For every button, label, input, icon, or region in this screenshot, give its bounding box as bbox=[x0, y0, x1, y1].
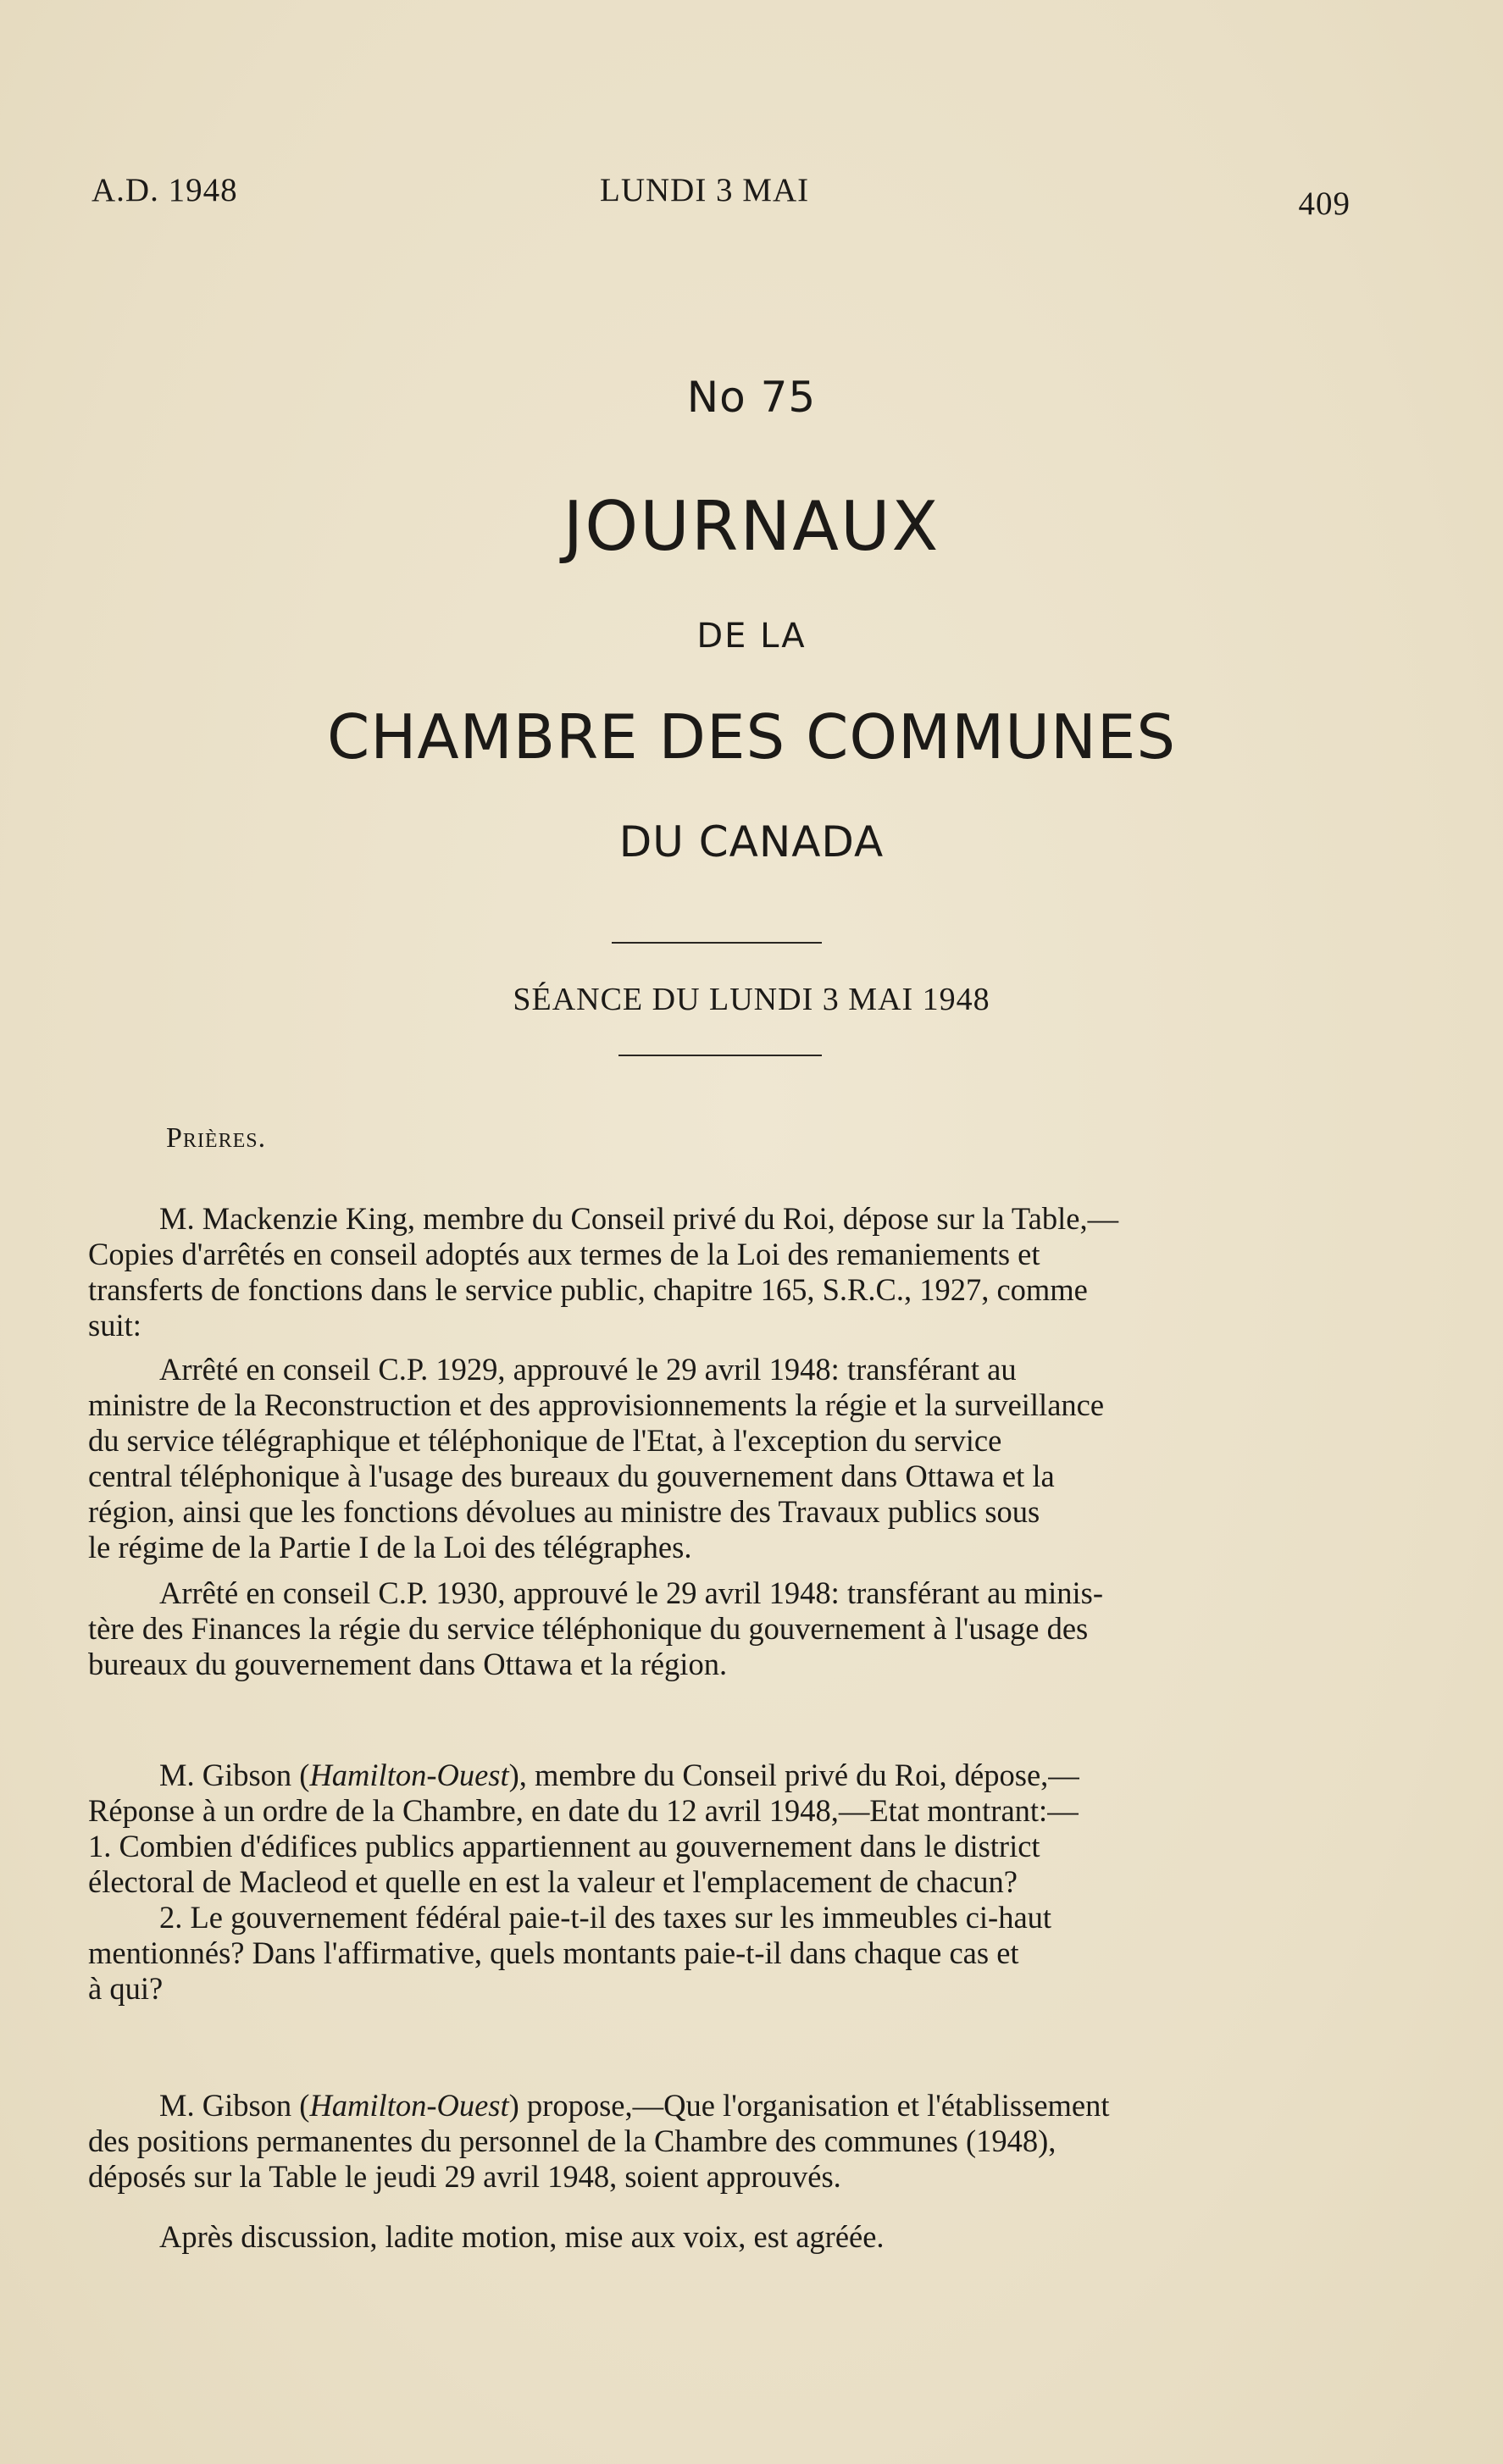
session-heading: SÉANCE DU LUNDI 3 MAI 1948 bbox=[513, 982, 990, 1017]
text-line bbox=[88, 2088, 1342, 2123]
text-line: déposés sur la Table le jeudi 29 avril 1948, soient approuvés. bbox=[88, 2159, 841, 2194]
divider-rule bbox=[612, 942, 822, 944]
text-run: M. Gibson ( bbox=[159, 2088, 310, 2123]
text-line: à qui? bbox=[88, 1971, 164, 2006]
prayers-heading: Prières. bbox=[166, 1122, 267, 1154]
riding-name: Hamilton-Ouest bbox=[309, 1758, 509, 1792]
issue-number: No 75 bbox=[686, 373, 817, 422]
text-line: tère des Finances la régie du service téléphonique du gouvernement à l'usage des bbox=[88, 1611, 1089, 1646]
title-journaux: JOURNAUX bbox=[563, 487, 940, 566]
paragraph-arrete-1929 bbox=[88, 1352, 1342, 1565]
text-line: mentionnés? Dans l'affirmative, quels montants paie-t-il dans chaque cas et bbox=[88, 1935, 1019, 1970]
text-line: du service télégraphique et téléphonique de l'Etat, à l'exception du service bbox=[88, 1423, 1002, 1458]
text-line: région, ainsi que les fonctions dévolues au ministre des Travaux publics sous bbox=[88, 1494, 1040, 1529]
paragraph-motion-result bbox=[88, 2219, 1342, 2255]
text-line: Arrêté en conseil C.P. 1929, approuvé le 29 avril 1948: transférant au bbox=[159, 1352, 1017, 1387]
header-year: A.D. 1948 bbox=[92, 172, 238, 208]
paragraph-arrete-1930 bbox=[88, 1575, 1342, 1682]
text-run: M. Gibson ( bbox=[159, 1758, 310, 1792]
page-number: 409 bbox=[1298, 185, 1350, 222]
text-line: 2. Le gouvernement fédéral paie-t-il des taxes sur les immeubles ci-haut bbox=[159, 1900, 1052, 1935]
text-line: le régime de la Partie I de la Loi des télégraphes. bbox=[88, 1530, 692, 1564]
divider-rule bbox=[618, 1055, 822, 1056]
text-line: transferts de fonctions dans le service public, chapitre 165, S.R.C., 1927, comme bbox=[88, 1272, 1088, 1307]
header-date: LUNDI 3 MAI bbox=[600, 172, 810, 208]
text-line: électoral de Macleod et quelle en est la valeur et l'emplacement de chacun? bbox=[88, 1864, 1018, 1899]
paragraph-gibson-return bbox=[88, 1758, 1342, 2007]
paragraph-mackenzie-king bbox=[88, 1201, 1342, 1343]
text-line: Réponse à un ordre de la Chambre, en date du 12 avril 1948,—Etat montrant:— bbox=[88, 1793, 1079, 1828]
text-line: Après discussion, ladite motion, mise aux voix, est agréée. bbox=[159, 2219, 885, 2254]
paragraph-gibson-motion bbox=[88, 2088, 1342, 2195]
text-line: central téléphonique à l'usage des bureaux du gouvernement dans Ottawa et la bbox=[88, 1459, 1055, 1493]
text-line: ministre de la Reconstruction et des approvisionnements la régie et la surveillance bbox=[88, 1387, 1105, 1422]
page-header bbox=[92, 166, 1350, 222]
riding-name: Hamilton-Ouest bbox=[309, 2088, 509, 2123]
text-line: des positions permanentes du personnel de la Chambre des communes (1948), bbox=[88, 2123, 1057, 2158]
title-canada: DU CANADA bbox=[618, 817, 885, 867]
text-line: Arrêté en conseil C.P. 1930, approuvé le 29 avril 1948: transférant au minis- bbox=[159, 1575, 1103, 1610]
text-run: ), membre du Conseil privé du Roi, dépose,— bbox=[508, 1758, 1079, 1792]
text-run: ) propose,—Que l'organisation et l'établissement bbox=[508, 2088, 1110, 2123]
text-line: M. Mackenzie King, membre du Conseil privé du Roi, dépose sur la Table,— bbox=[159, 1201, 1119, 1236]
text-line bbox=[88, 1758, 1342, 1793]
text-line: suit: bbox=[88, 1308, 141, 1343]
text-line: Copies d'arrêtés en conseil adoptés aux termes de la Loi des remaniements et bbox=[88, 1237, 1040, 1271]
title-de-la: DE LA bbox=[696, 617, 807, 656]
text-line: 1. Combien d'édifices publics appartiennent au gouvernement dans le district bbox=[88, 1829, 1040, 1863]
text-line: bureaux du gouvernement dans Ottawa et la région. bbox=[88, 1647, 728, 1681]
title-chambre: CHAMBRE DES COMMUNES bbox=[326, 701, 1177, 772]
